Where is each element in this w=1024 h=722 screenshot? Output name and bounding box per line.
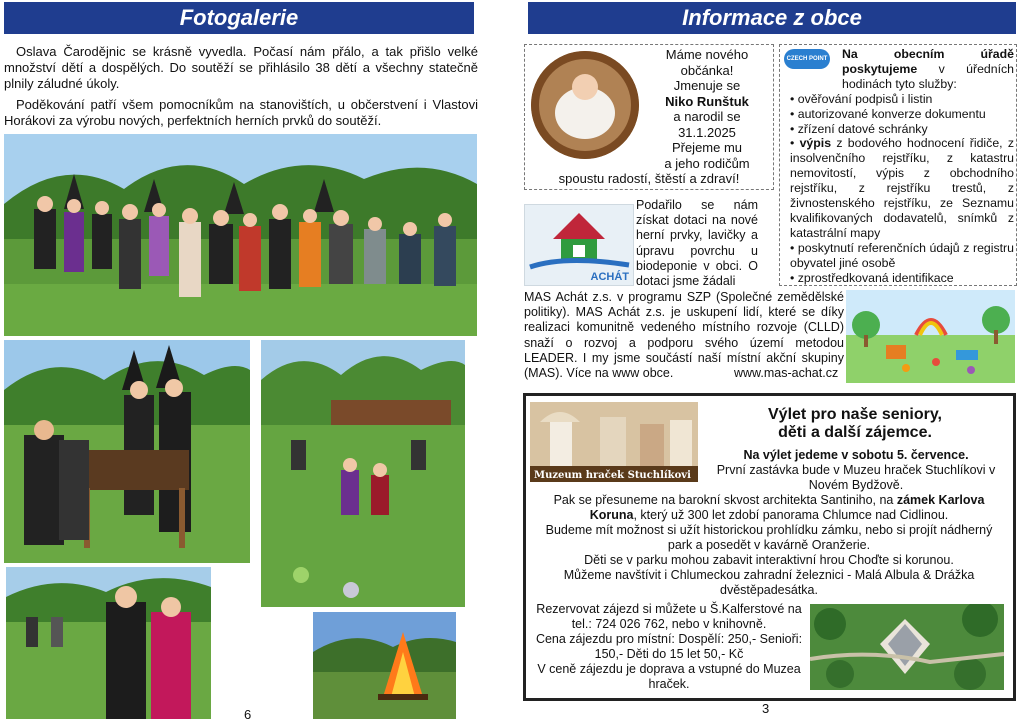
trip-move	[532, 493, 1006, 523]
castle-aerial-photo	[810, 604, 1004, 690]
bonfire-photo	[313, 612, 456, 719]
baby-line-6: a jeho rodičům	[664, 155, 750, 171]
trip-move-pre: Pak se přesuneme na barokní skvost architekta Santiniho, na	[553, 493, 897, 507]
trip-railway: Můžeme navštívit i Chlumeckou zahradní železnici - Malá Albula & Drážka dvěstěpadesátka.	[563, 568, 975, 597]
trip-castle: zámek Karlova Koruna	[589, 493, 985, 522]
trip-title-2: děti a další zájemce.	[778, 424, 932, 441]
women-photo	[6, 567, 211, 719]
czech-point-logo: CZECH POINT	[784, 49, 830, 69]
baby-line-3: Jmenuje se	[673, 78, 741, 93]
trip-included: V ceně zájezdu je doprava a vstupné do Muzea hraček.	[537, 662, 801, 691]
trip-box	[523, 393, 1016, 701]
left-page-number: 6	[244, 707, 252, 722]
vypis-bold: výpis	[799, 136, 832, 151]
right-page-number: 3	[762, 701, 770, 716]
service-item: • zprostředkovaná identifikace	[790, 271, 1014, 286]
witches-table-photo	[4, 340, 250, 563]
informace-title: Informace z obce	[528, 2, 1016, 34]
trip-move-post: , který už 300 let zdobí panorama Chlumce nad Cidlinou.	[633, 508, 949, 522]
baby-line-5: Přejeme mu	[671, 140, 743, 155]
trip-tour: Budeme mít možnost si užít historickou prohlídku zámku, nebo si projít nádherný park a posedět v kavárně Oranžerie.	[545, 523, 993, 552]
baby-wishes: spoustu radostí, štěstí a zdraví!	[558, 171, 740, 186]
gallery-paragraph-1: Oslava Čarodějnic se krásně vyvedla. Počasí nám přálo, a tak přišlo velké množství dětí a dospělých. Do soutěží se přihlásilo 38 dětí a všechny statečně plnily záludné úkoly.	[4, 44, 478, 91]
grant-intro: Podařilo se nám získat dotaci na nové herní prvky, lavičky a úpravu povrchu u biodeponie v obci. O dotaci jsme žádali	[636, 198, 758, 289]
baby-date: 31.1.2025	[678, 124, 736, 140]
service-item: • ověřování podpisů i listin	[790, 92, 1014, 107]
trip-date: Na výlet jedeme v sobotu 5. července.	[743, 448, 969, 462]
baby-line-2: občánka!	[680, 62, 734, 78]
trip-title-1: Výlet pro naše seniory,	[768, 406, 942, 423]
trip-kids: Děti se v parku mohou zabavit interaktivní hrou Choďte si korunou.	[584, 553, 954, 567]
gallery-paragraph-2: Poděkování patří všem pomocníkům na stanovištích, u občerstvení i Vlastovi Horákovi za výrobu nových, perfektních herních prvků do soutěží.	[4, 97, 478, 128]
mas-achat-logo	[524, 204, 634, 286]
trip-booking: Rezervovat zájezd si můžete u Š.Kalferstové na tel.: 724 026 762, nebo v knihovně.	[536, 602, 802, 631]
playground-illustration	[846, 290, 1015, 383]
baby-line-1: Máme nového	[665, 47, 749, 62]
grant-body-text: MAS Achát z.s. v programu SZP (Společné zemědělské politiky). MAS Achát z.s. je uskupení lidí, které se díky realizaci komunitně vedeného místního rozvoje (CLLD) snaží o rozvoj a podporu svého území metodou LEADER. I my jsme součástí naší místní akční skupiny (MAS). Více na www obce.	[524, 290, 844, 381]
service-item: • zřízení datové schránky	[790, 122, 1014, 137]
baby-line-4: a narodil se	[673, 109, 741, 124]
group-photo	[4, 134, 477, 336]
trip-stop1: První zastávka bude v Muzeu hraček Stuchlíkovi v Novém Bydžově.	[716, 463, 996, 492]
museum-label: Muzeum hraček Stuchlíkovi	[534, 470, 691, 481]
mas-achat-link[interactable]: www.mas-achat.cz	[734, 366, 839, 380]
office-heading-bold: Na obecním úřadě poskytujeme	[842, 47, 1014, 76]
kids-game-photo	[261, 340, 465, 607]
office-heading-rest: v úředních hodinách tyto služby:	[842, 61, 1014, 91]
baby-photo	[531, 51, 639, 159]
service-item: • poskytnutí referenčních údajů z registru obyvatel jiné osobě	[790, 241, 1014, 271]
office-services-box: CZECH POINT Na obecním úřadě poskytujeme v úředních hodinách tyto služby: • ověřování podpisů i listin • autorizované konverze dokumentu • zřízení datové schránky • výpis z bodového hodnocení řidiče, z insolvenčního rejstříku, z katastru nemovitostí, výpis z obchodního rejstříku, z rejstříku trestů, z živnostenského rejstříku, ze Seznamu kvalifikovaných dodavatelů, snímků z katastrální mapy • poskytnutí referenčních údajů z registru obyvatel jiné osobě • zprostředkovaná identifikace	[779, 44, 1017, 286]
vypis-rest: z bodového hodnocení řidiče, z insolvenčního rejstříku, z katastru nemovitostí, výpis z obchodního rejstříku, z rejstříku trestů, z živnostenského rejstříku, ze Seznamu kvalifikovaných dodavatelů, snímků z katastrální mapy	[790, 136, 1014, 240]
achat-logo-text: ACHÁT	[590, 271, 629, 283]
baby-announcement	[524, 44, 774, 190]
service-item: • autorizované konverze dokumentu	[790, 107, 1014, 122]
toy-museum-photo	[530, 402, 698, 482]
trip-price: Cena zájezdu pro místní: Dospělí: 250,- Senioři: 150,- Děti do 15 let 50,- Kč	[535, 632, 803, 661]
baby-name: Niko Runštuk	[665, 93, 749, 109]
fotogalerie-title: Fotogalerie	[4, 2, 474, 34]
